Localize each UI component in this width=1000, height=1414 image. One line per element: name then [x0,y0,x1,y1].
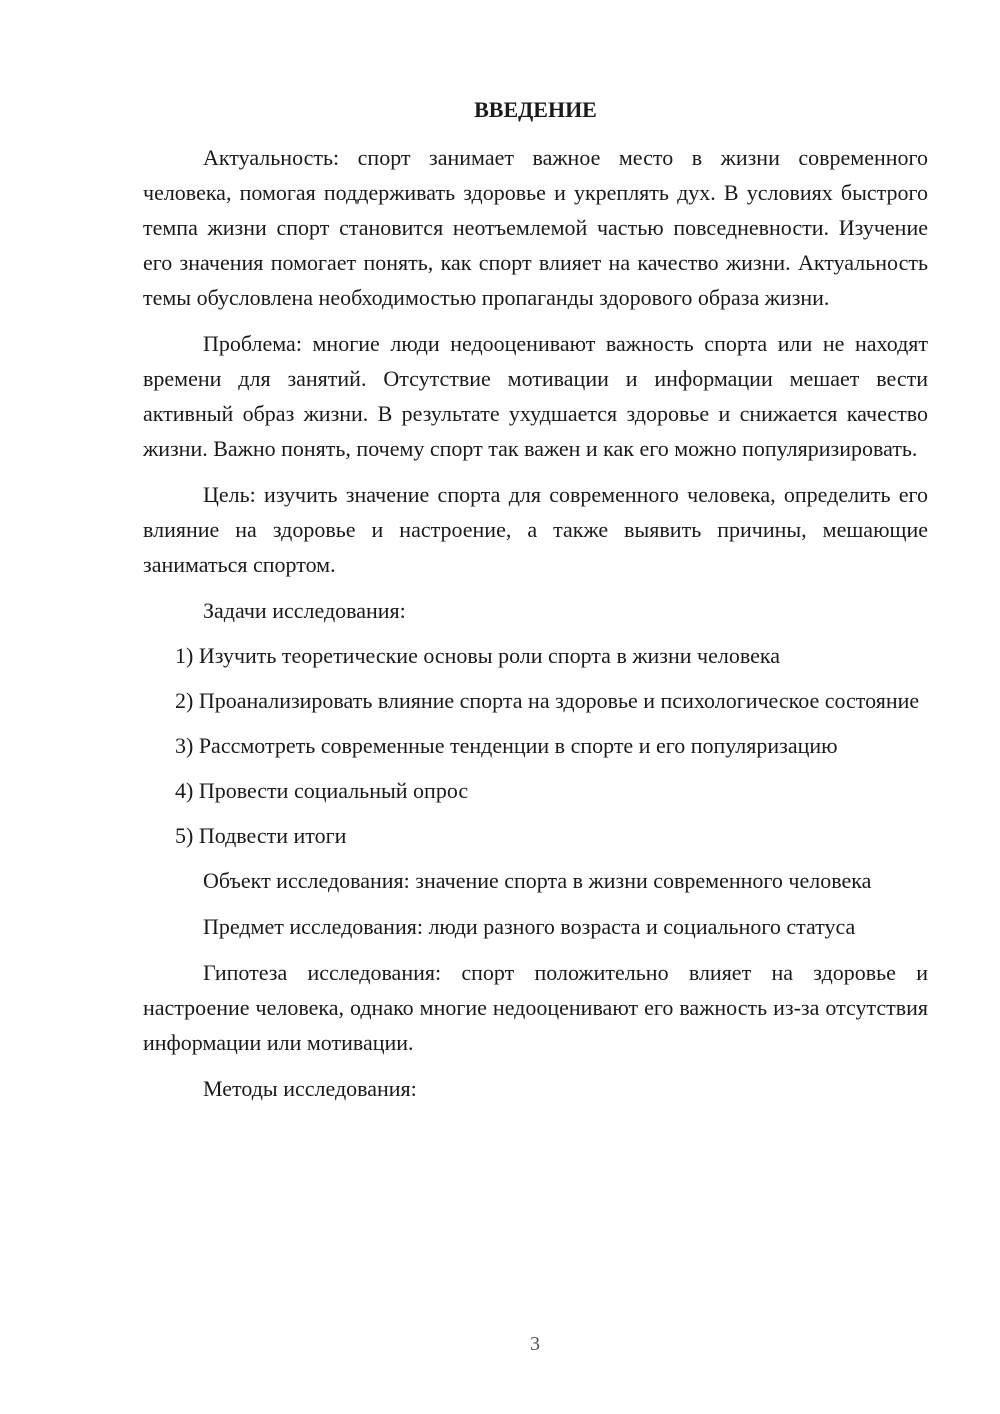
paragraph-hypothesis: Гипотеза исследования: спорт положительно влияет на здоровье и настроение человека, однако многие недооценивают его важность из-за отсутствия информации или мотивации. [143,960,928,1055]
task-item: 3) Рассмотреть современные тенденции в спорте и его популяризацию [175,733,838,758]
task-item: 5) Подвести итоги [175,823,347,848]
paragraph-goal: Цель: изучить значение спорта для современного человека, определить его влияние на здоровье и настроение, а также выявить причины, мешающие заниматься спортом. [143,482,928,577]
paragraph-relevance: Актуальность: спорт занимает важное место в жизни современного человека, помогая поддерживать здоровье и укреплять дух. В условиях быстрого темпа жизни спорт становится неотъемлемой частью повседневности. Изучение его значения помогает понять, как спорт влияет на качество жизни. Актуальность темы обусловлена необходимостью пропаганды здорового образа жизни. [143,145,928,310]
page-title: ВВЕДЕНИЕ [474,97,597,122]
methods-heading: Методы исследования: [203,1076,417,1101]
tasks-heading: Задачи исследования: [203,598,406,623]
paragraph-subject: Предмет исследования: люди разного возраста и социального статуса [203,914,856,939]
task-item: 2) Проанализировать влияние спорта на здоровье и психологическое состояние [175,688,920,713]
paragraph-object: Объект исследования: значение спорта в жизни современного человека [203,868,872,893]
page-number: 3 [530,1333,540,1355]
task-item: 4) Провести социальный опрос [175,778,469,803]
document-page [143,95,928,1116]
task-item: 1) Изучить теоретические основы роли спорта в жизни человека [175,643,780,668]
paragraph-problem: Проблема: многие люди недооценивают важность спорта или не находят времени для занятий. Отсутствие мотивации и информации мешает вести активный образ жизни. В результате ухудшается здоровье и снижается качество жизни. Важно понять, почему спорт так важен и как его можно популяризировать. [143,331,928,461]
